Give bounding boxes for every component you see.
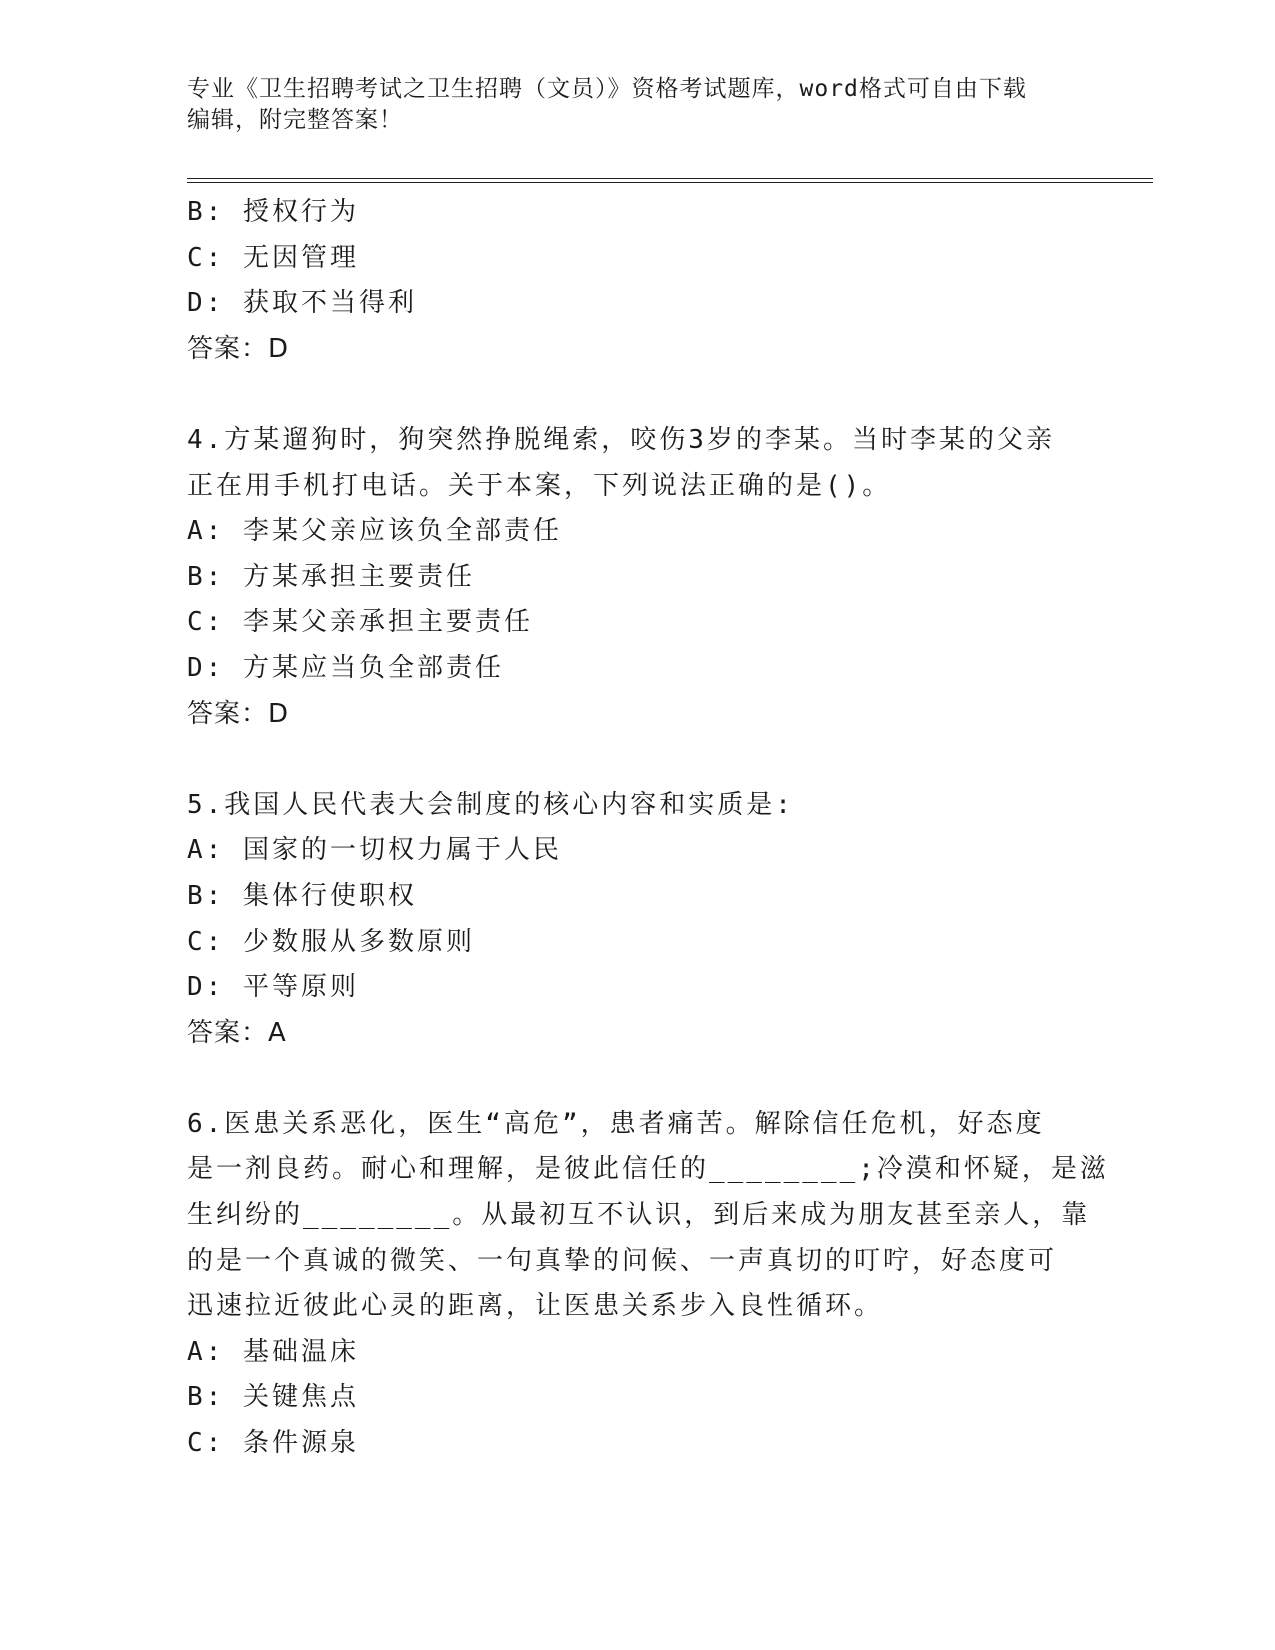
question-stem-line: 的是一个真诚的微笑、一句真挚的问候、一声真切的叮咛，好态度可 [187,1245,1058,1276]
option-b: B: 方某承担主要责任 [187,561,475,592]
spacer [187,737,1087,783]
question-3-tail [187,190,1087,372]
question-stem-line: 6.医患关系恶化，医生“高危”，患者痛苦。解除信任危机，好态度 [187,1108,1045,1139]
header-line-2: 编辑，附完整答案！ [187,107,403,133]
page-header [187,74,1087,136]
answer-line: 答案：D [187,698,290,729]
option-a: A: 基础温床 [187,1336,359,1367]
question-stem-line: 生纠纷的________。从最初互不认识，到后来成为朋友甚至亲人，靠 [187,1200,1091,1231]
answer-line: 答案：D [187,333,290,364]
question-stem-line: 4.方某遛狗时，狗突然挣脱绳索，咬伤3岁的李某。当时李某的父亲 [187,424,1055,455]
option-d: D: 获取不当得利 [187,288,417,319]
document-body [187,190,1109,1467]
option-c: C: 条件源泉 [187,1428,359,1459]
option-b: B: 集体行使职权 [187,880,417,911]
header-line-1: 专业《卫生招聘考试之卫生招聘（文员）》资格考试题库，word格式可自由下载 [187,76,1027,102]
question-stem-line: 迅速拉近彼此心灵的距离，让医患关系步入良性循环。 [187,1291,884,1322]
spacer [187,372,1087,418]
question-stem-line: 正在用手机打电话。关于本案，下列说法正确的是()。 [187,470,892,501]
option-d: D: 平等原则 [187,972,359,1003]
option-d: D: 方某应当负全部责任 [187,652,504,683]
option-b: B: 授权行为 [187,197,359,227]
answer-line: 答案：A [187,1017,287,1048]
option-c: C: 李某父亲承担主要责任 [187,607,533,638]
question-5 [187,783,1087,1057]
header-divider [187,178,1153,183]
option-c: C: 少数服从多数原则 [187,926,475,957]
question-stem-line: 5.我国人民代表大会制度的核心内容和实质是: [187,789,794,820]
option-a: A: 国家的一切权力属于人民 [187,835,562,866]
option-b: B: 关键焦点 [187,1382,359,1413]
question-6 [187,1102,1109,1467]
question-stem-line: 是一剂良药。耐心和理解，是彼此信任的________;冷漠和怀疑，是滋 [187,1154,1109,1185]
option-a: A: 李某父亲应该负全部责任 [187,516,562,547]
spacer [187,1056,1087,1102]
option-c: C: 无因管理 [187,242,359,273]
question-4 [187,418,1087,737]
